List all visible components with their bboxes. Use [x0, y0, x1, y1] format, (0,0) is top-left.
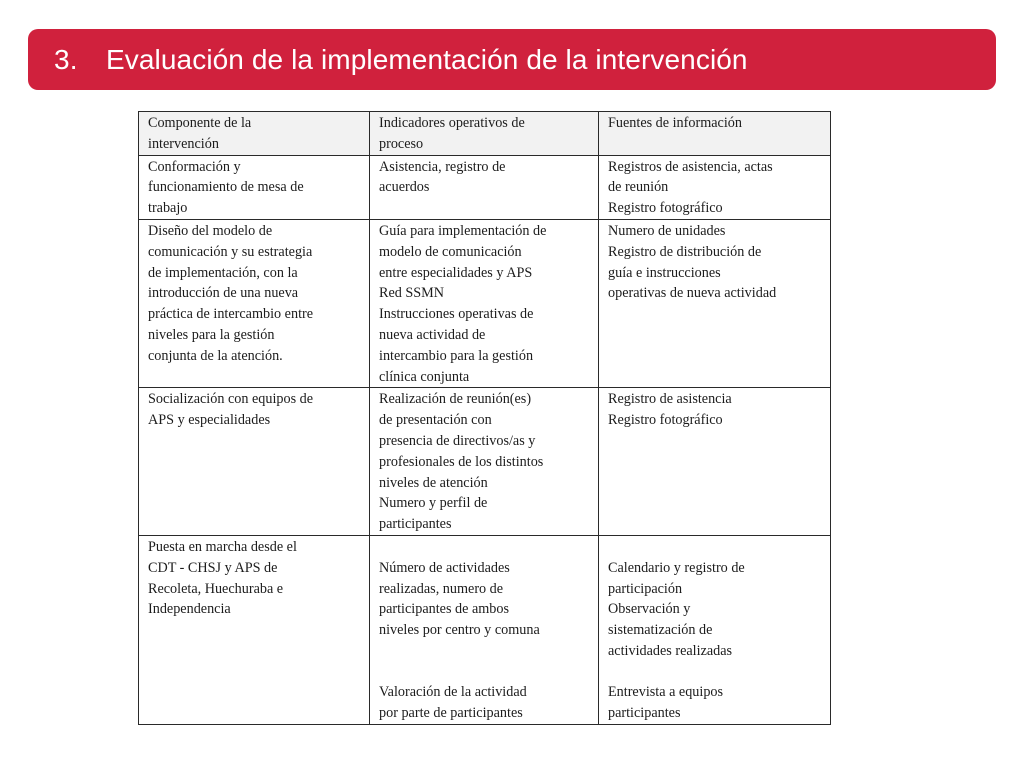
cell-indicators: Asistencia, registro de acuerdos	[370, 155, 599, 219]
cell-component: Puesta en marcha desde el CDT - CHSJ y APS de Recoleta, Huechuraba e Independencia	[139, 535, 370, 724]
cell-component: Socialización con equipos de APS y especialidades	[139, 388, 370, 536]
cell-indicators: Guía para implementación de modelo de comunicación entre especialidades y APS Red SSMN Instrucciones operativas de nueva actividad de intercambio para la gestión clínica conjunta	[370, 219, 599, 387]
table-row	[139, 535, 831, 724]
slide-number: 3.	[54, 43, 78, 75]
cell-component: Conformación y funcionamiento de mesa de trabajo	[139, 155, 370, 219]
cell-sources: Numero de unidades Registro de distribución de guía e instrucciones operativas de nueva actividad	[599, 219, 831, 387]
cell-sources	[599, 535, 831, 724]
sources-bottom: Entrevista a equipos participantes	[608, 683, 724, 721]
cell-gap	[608, 662, 824, 682]
sources-top: Calendario y registro de participación Observación y sistematización de actividades realizadas	[608, 559, 745, 659]
table-header-row	[139, 112, 831, 156]
table-row	[139, 388, 831, 536]
table-row	[139, 155, 831, 219]
table-row	[139, 219, 831, 387]
cell-indicators: Realización de reunión(es) de presentación con presencia de directivos/as y profesionales de los distintos niveles de atención Numero y perfil de participantes	[370, 388, 599, 536]
header-sources: Fuentes de información	[599, 112, 831, 156]
evaluation-table	[138, 111, 831, 725]
indicators-top: Número de actividades realizadas, numero de participantes de ambos niveles por centro y comuna	[379, 559, 540, 639]
indicators-bottom: Valoración de la actividad por parte de participantes	[379, 683, 527, 721]
header-indicators: Indicadores operativos de proceso	[370, 112, 599, 156]
title-bar	[28, 29, 996, 90]
cell-component: Diseño del modelo de comunicación y su estrategia de implementación, con la introducción de una nueva práctica de intercambio entre niveles para la gestión conjunta de la atención.	[139, 219, 370, 387]
slide-title: Evaluación de la implementación de la intervención	[106, 43, 748, 75]
header-component: Componente de la intervención	[139, 112, 370, 156]
cell-sources: Registros de asistencia, actas de reunión Registro fotográfico	[599, 155, 831, 219]
cell-gap	[379, 641, 592, 682]
cell-sources: Registro de asistencia Registro fotográfico	[599, 388, 831, 536]
cell-indicators	[370, 535, 599, 724]
